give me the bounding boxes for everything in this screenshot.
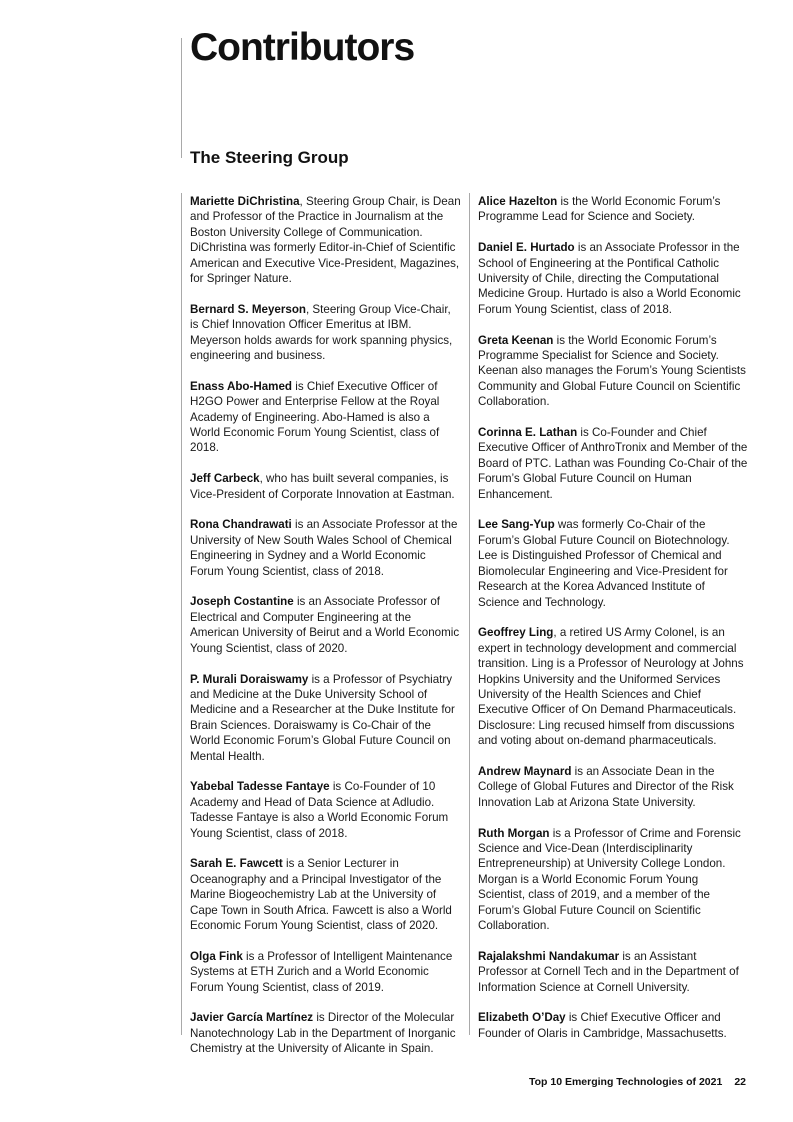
contributor-entry [478, 826, 748, 934]
contributor-name: Rajalakshmi Nandakumar [478, 949, 620, 963]
contributor-entry [190, 672, 462, 764]
contributor-entry [190, 302, 462, 364]
contributor-bio: , a retired US Army Colonel, is an expert in technology development and commercial transition. Ling is a Professor of Neurology at Johns Hopkins University and the Uniformed Services University of the Health Sciences and Chief Executive Officer of On Demand Pharmaceuticals. Disclosure: Ling recused himself from discussions and voting about on-demand pharmaceuticals. [478, 626, 744, 748]
contributor-name: Rona Chandrawati [190, 518, 292, 532]
contributor-name: Javier García Martínez [190, 1011, 314, 1025]
contributor-bio: is an Associate Professor at the University of New South Wales School of Chemical Engineering in Sydney and a World Economic Forum Young Scientist, class of 2018. [190, 518, 458, 578]
contributor-entry [478, 194, 748, 225]
contributor-entry [478, 949, 748, 995]
title-rule [181, 38, 182, 158]
contributor-entry [478, 764, 748, 810]
contributor-name: Daniel E. Hurtado [478, 241, 575, 255]
contributor-bio: is an Associate Professor of Electrical and Computer Engineering at the American University of Beirut and a World Economic Young Scientist, class of 2020. [190, 595, 460, 655]
contributor-bio: is the World Economic Forum’s Programme Specialist for Science and Society. Keenan also manages the Forum’s Young Scientists Community and Global Future Council on Scientific Collaboration. [478, 333, 746, 409]
contributor-name: P. Murali Doraiswamy [190, 672, 309, 686]
publication-title: Top 10 Emerging Technologies of 2021 [528, 1076, 723, 1088]
contributor-entry [190, 194, 462, 286]
left-column [190, 194, 462, 1072]
contributor-bio: was formerly Co-Chair of the Forum’s Global Future Council on Biotechnology. Lee is Distinguished Professor of Chemical and Biomolecular Engineering and Vice-President for Research at the Korea Advanced Institute of Science and Technology. [478, 518, 730, 609]
contributor-bio: is an Associate Dean in the College of Global Futures and Director of the Risk Innovation Lab at Arizona State University. [478, 764, 734, 809]
contributor-entry [478, 240, 748, 317]
page-footer [529, 1076, 746, 1088]
contributor-name: Ruth Morgan [478, 826, 550, 840]
contributor-entry [190, 779, 462, 841]
contributor-bio: is an Assistant Professor at Cornell Tech and in the Department of Information Science at Cornell University. [478, 949, 739, 994]
contributor-entry [190, 1010, 462, 1056]
contributor-bio: , who has built several companies, is Vice-President of Corporate Innovation at Eastman. [190, 472, 455, 501]
contributor-entry [190, 856, 462, 933]
contributor-bio: , Steering Group Chair, is Dean and Professor of the Practice in Journalism at the Boston University College of Communication. DiChristina was formerly Editor-in-Chief of Scientific American and Executive Vice-President, Magazines, for Springer Nature. [190, 195, 461, 286]
contributor-bio: , Steering Group Vice-Chair, is Chief Innovation Officer Emeritus at IBM. Meyerson holds awards for work spanning physics, engineering and business. [190, 302, 453, 363]
section-title: The Steering Group [190, 148, 349, 167]
contributor-bio: is a Professor of Intelligent Maintenance Systems at ETH Zurich and a World Economic Forum Young Scientist, class of 2019. [190, 949, 453, 994]
contributor-bio: is the World Economic Forum’s Programme Lead for Science and Society. [478, 195, 721, 224]
contributor-name: Yabebal Tadesse Fantaye [190, 780, 330, 794]
contributor-bio: is Chief Executive Officer of H2GO Power and Enterprise Fellow at the Royal Academy of Engineering. Abo-Hamed is also a World Economic Forum Young Scientist, class of 2018. [190, 379, 440, 455]
contributor-entry [478, 425, 748, 502]
contributor-name: Geoffrey Ling [478, 626, 554, 640]
contributor-bio: is an Associate Professor in the School of Engineering at the Pontifical Catholic University of Chile, directing the Computational Medicine Group. Hurtado is also a World Economic Forum Young Scientist, class of 2018. [478, 241, 741, 316]
contributor-bio: is a Professor of Psychiatry and Medicine at the Duke University School of Medicine and a Researcher at the Duke Institute for Brain Sciences. Doraiswamy is Co-Chair of the World Economic Forum’s Global Future Council on Mental Health. [190, 672, 455, 763]
contributor-entry [190, 594, 462, 656]
contributor-entry [478, 625, 748, 748]
contributor-name: Olga Fink [190, 949, 243, 963]
contributor-entry [190, 949, 462, 995]
contributor-entry [190, 471, 462, 502]
page-title: Contributors [190, 26, 415, 69]
contributor-bio: is Co-Founder of 10 Academy and Head of Data Science at Adludio. Tadesse Fantaye is also a World Economic Forum Young Scientist, class of 2018. [190, 780, 449, 840]
contributor-entry [478, 1010, 748, 1041]
contributor-name: Mariette DiChristina [190, 195, 300, 208]
right-column [478, 194, 748, 1057]
contributor-name: Joseph Costantine [190, 595, 294, 609]
contributor-name: Elizabeth O’Day [478, 1011, 566, 1025]
contributor-name: Alice Hazelton [478, 195, 558, 208]
contributor-bio: is a Senior Lecturer in Oceanography and a Principal Investigator of the Marine Biogeochemistry Lab at the University of Cape Town in South Africa. Fawcett is also a World Economic Forum Young Scientist, class of 2020. [190, 857, 452, 932]
middle-column-rule [469, 193, 470, 1035]
left-column-rule [181, 193, 182, 1035]
contributor-entry [190, 379, 462, 456]
contributor-name: Corinna E. Lathan [478, 426, 578, 440]
contributor-name: Enass Abo-Hamed [190, 379, 293, 393]
contributor-bio: is Co-Founder and Chief Executive Officer of AnthroTronix and Member of the Board of PTC. Lathan was Founding Co-Chair of the Forum’s Global Future Council on Human Enhancement. [478, 426, 748, 501]
contributor-name: Lee Sang-Yup [478, 518, 555, 532]
contributor-name: Greta Keenan [478, 333, 554, 347]
contributor-bio: is a Professor of Crime and Forensic Science and Vice-Dean (Interdisciplinarity Entrepreneurship) at University College London. Morgan is a World Economic Forum Young Scientist, class of 2019, and a member of the Forum’s Global Future Council on Scientific Collaboration. [478, 826, 741, 932]
contributor-bio: is Chief Executive Officer and Founder of Olaris in Cambridge, Massachusetts. [478, 1011, 727, 1040]
contributor-bio: is Director of the Molecular Nanotechnology Lab in the Department of Inorganic Chemistry at the University of Alicante in Spain. [190, 1011, 456, 1056]
page-number: 22 [734, 1076, 746, 1088]
contributor-name: Andrew Maynard [478, 764, 572, 778]
contributor-name: Bernard S. Meyerson [190, 302, 306, 316]
contributor-entry [478, 333, 748, 410]
contributor-name: Jeff Carbeck [190, 472, 260, 486]
contributor-entry [190, 517, 462, 579]
contributor-entry [478, 517, 748, 609]
contributor-name: Sarah E. Fawcett [190, 857, 283, 871]
